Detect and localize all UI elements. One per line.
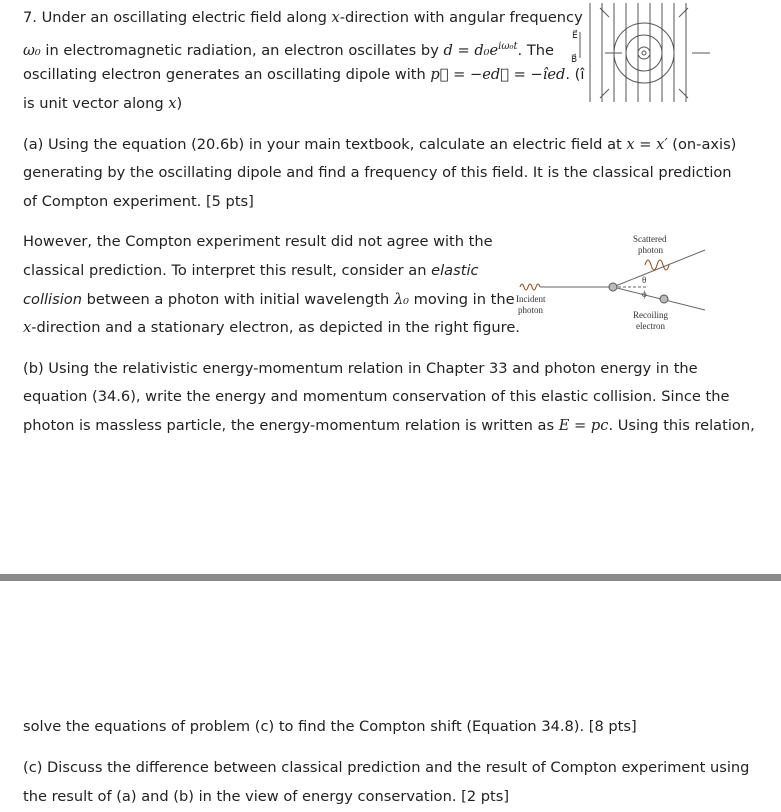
text-line	[23, 717, 637, 737]
text-segment: (a) Using the equation (20.6b) in your main textbook, calculate an electric field at	[23, 136, 627, 153]
text-segment: is unit vector along	[23, 95, 169, 112]
math-expression: iω₀t	[498, 41, 518, 52]
text-line	[23, 163, 732, 183]
text-line	[23, 192, 254, 212]
text-segment: generating by the oscillating dipole and find a frequency of this field. It is the classical prediction	[23, 164, 732, 181]
math-expression: x	[331, 9, 340, 26]
text-segment: (on-axis)	[667, 136, 737, 153]
scattered-label-2: photon	[638, 245, 664, 255]
math-expression: λ₀	[393, 291, 410, 308]
text-segment: . Using this relation,	[608, 417, 755, 434]
text-line	[23, 318, 520, 338]
theta-label: θ	[642, 275, 647, 285]
text-line	[23, 416, 755, 436]
compton-scattering-figure	[500, 225, 730, 335]
text-segment: )	[176, 95, 183, 112]
text-segment: -direction with angular frequency	[339, 9, 583, 26]
text-segment: the result of (a) and (b) in the view of energy conservation. [2 pts]	[23, 788, 510, 805]
text-line	[23, 787, 509, 807]
text-segment: -direction and a stationary electron, as depicted in the right figure.	[31, 319, 520, 336]
text-line	[23, 758, 749, 778]
math-expression: E = pc	[558, 417, 609, 434]
recoil-label-2: electron	[636, 321, 665, 331]
text-segment: in electromagnetic radiation, an electron oscillates by	[40, 41, 444, 59]
text-segment: (b) Using the relativistic energy-momentum relation in Chapter 33 and photon energy in the	[23, 360, 698, 377]
text-segment: . The	[517, 41, 554, 59]
incident-label: Incident	[516, 294, 546, 304]
math-expression: p⃗ = −ed⃗ = −îed	[430, 66, 566, 83]
text-segment: equation (34.6), write the energy and momentum conservation of this elastic collision. Since the	[23, 388, 730, 405]
incident-label-2: photon	[518, 305, 544, 315]
text-segment: collision	[23, 291, 82, 308]
text-segment: (c) Discuss the difference between classical prediction and the result of Compton experiment using	[23, 759, 750, 776]
math-expression: d = d₀e	[443, 41, 499, 59]
math-expression: x	[168, 95, 177, 112]
text-line	[23, 359, 698, 379]
text-line	[23, 94, 182, 114]
text-line	[23, 65, 584, 85]
text-segment: However, the Compton experiment result did not agree with the	[23, 233, 493, 250]
text-segment: . (î	[565, 66, 585, 83]
text-segment: between a photon with initial wavelength	[81, 291, 394, 308]
text-line	[23, 232, 493, 252]
recoil-label: Recoiling	[633, 310, 668, 320]
text-segment: oscillating electron generates an oscillating dipole with	[23, 66, 431, 83]
text-line	[23, 37, 554, 61]
b-field-label: B⃗	[571, 54, 578, 64]
text-segment: elastic	[431, 262, 479, 279]
math-expression: ω₀	[23, 41, 41, 59]
text-segment: solve the equations of problem (c) to find the Compton shift (Equation 34.8). [8 pts]	[23, 718, 637, 735]
text-line	[23, 387, 729, 407]
text-segment: 7. Under an oscillating electric field along	[23, 9, 332, 26]
text-line	[23, 8, 583, 28]
text-line	[23, 261, 479, 281]
scattered-label: Scattered	[633, 234, 667, 244]
text-line	[23, 290, 515, 310]
math-expression: x	[23, 319, 32, 336]
text-segment: moving in the	[409, 291, 515, 308]
page-divider	[0, 574, 781, 581]
math-expression: x = x′	[626, 136, 668, 153]
text-segment: of Compton experiment. [5 pts]	[23, 193, 254, 210]
text-segment: classical prediction. To interpret this result, consider an	[23, 262, 432, 279]
dipole-radiation-figure	[560, 0, 781, 110]
phi-label: ϕ	[642, 289, 647, 299]
text-line	[23, 135, 736, 155]
e-field-label: E⃗	[572, 30, 578, 40]
text-segment: photon is massless particle, the energy-momentum relation is written as	[23, 417, 559, 434]
